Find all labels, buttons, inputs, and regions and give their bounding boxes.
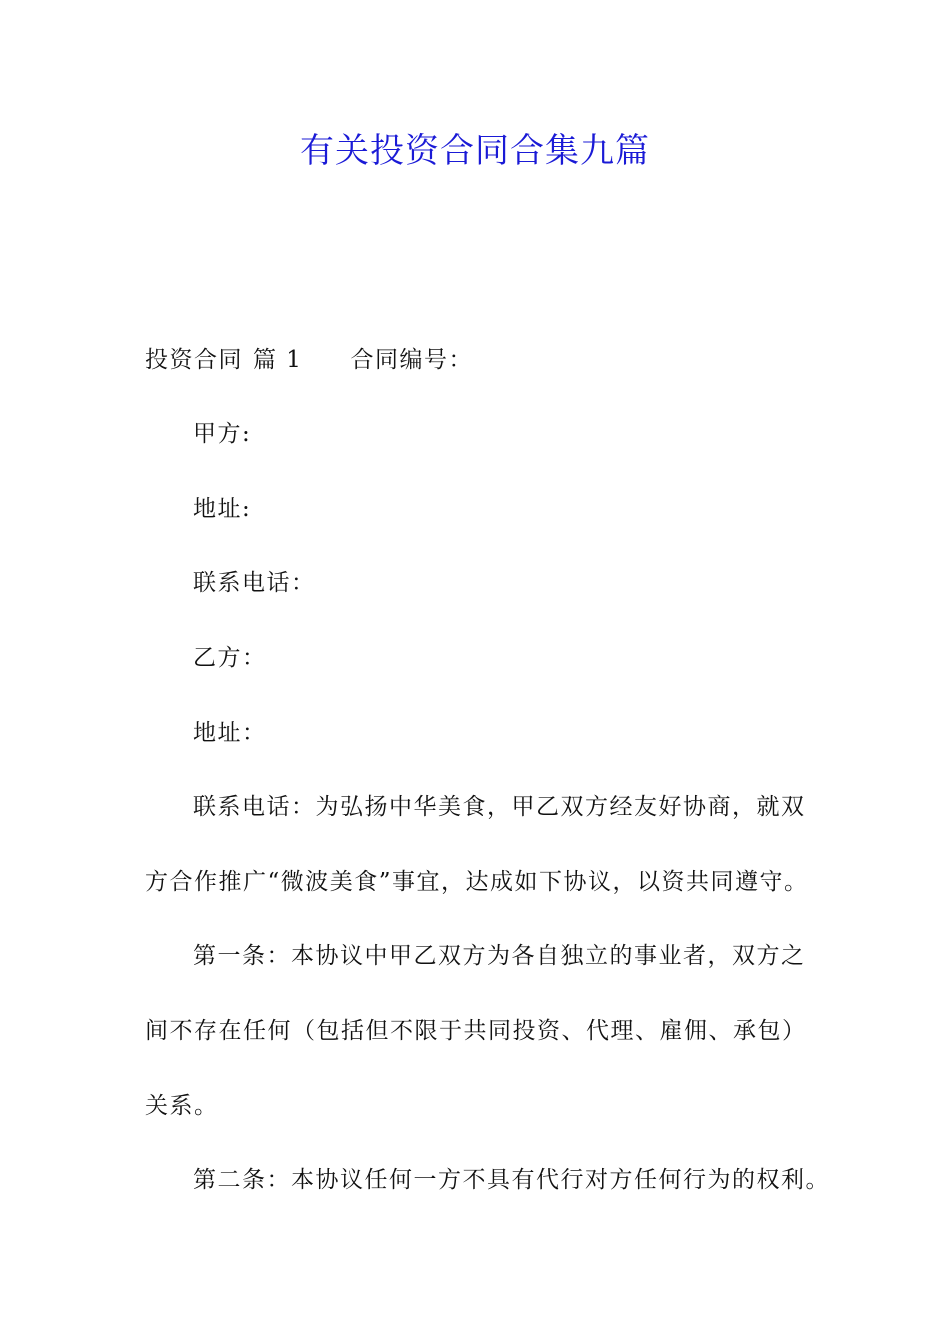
paragraph-line: 第二条：本协议任何一方不具有代行对方任何行为的权利。 [193,1167,830,1193]
party-b-label: 乙方： [193,645,267,671]
section-label: 投资合同 [145,347,243,373]
paragraph-line: 关系。 [145,1093,219,1119]
party-a-label: 甲方: [193,421,252,447]
document-title: 有关投资合同合集九篇 [300,131,650,171]
party-b-address-label: 地址： [193,720,267,746]
paragraph-line: 间不存在任何（包括但不限于共同投资、代理、雇佣、承包） [145,1018,807,1044]
party-a-phone-label: 联系电话： [193,570,316,596]
contract-number-label: 合同编号： [350,347,473,373]
party-a-address-label: 地址: [193,496,252,522]
header-line [145,344,473,376]
article-number: 篇 1 [253,347,303,373]
paragraph-line: 联系电话：为弘扬中华美食，甲乙双方经友好协商，就双 [193,794,806,820]
paragraph-line: 第一条：本协议中甲乙双方为各自独立的事业者，双方之 [193,943,806,969]
paragraph-line: 方合作推广“微波美食”事宜，达成如下协议，以资共同遵守。 [145,869,809,895]
